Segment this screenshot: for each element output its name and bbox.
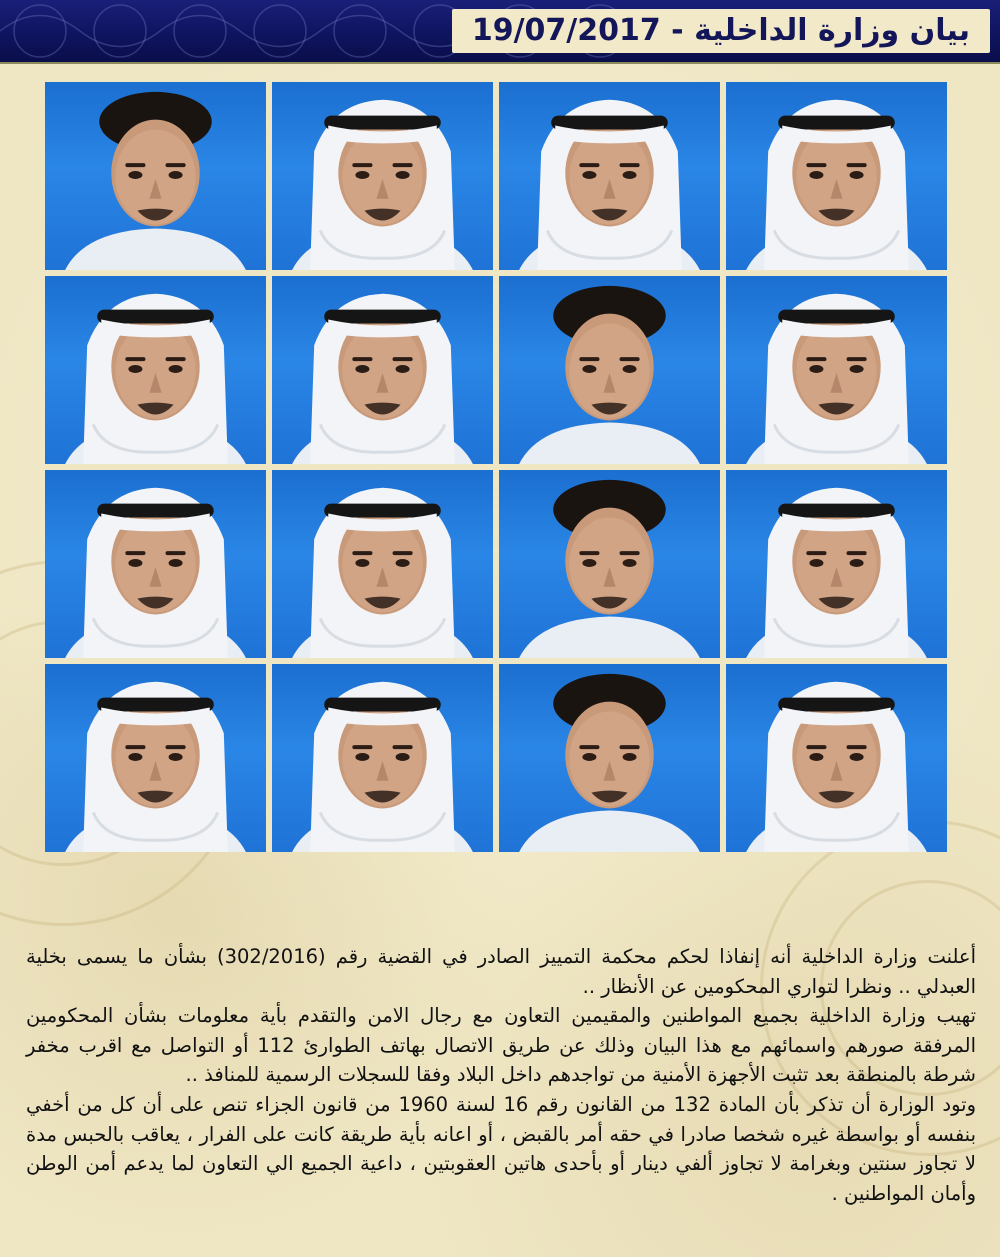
wanted-photo-grid bbox=[45, 82, 947, 852]
portrait-image bbox=[272, 276, 493, 464]
suspect-photo bbox=[499, 470, 720, 658]
suspect-photo bbox=[499, 276, 720, 464]
portrait-image bbox=[272, 470, 493, 658]
portrait-image bbox=[726, 82, 947, 270]
suspect-photo bbox=[272, 82, 493, 270]
suspect-photo bbox=[45, 664, 266, 852]
suspect-photo bbox=[726, 82, 947, 270]
portrait-image bbox=[45, 664, 266, 852]
suspect-photo bbox=[499, 82, 720, 270]
suspect-photo bbox=[45, 82, 266, 270]
header-bar bbox=[0, 0, 1000, 64]
portrait-image bbox=[272, 664, 493, 852]
suspect-photo bbox=[45, 470, 266, 658]
portrait-image bbox=[45, 276, 266, 464]
statement-text bbox=[26, 942, 976, 1208]
statement-paragraph: وتود الوزارة أن تذكر بأن المادة 132 من القانون رقم 16 لسنة 1960 من قانون الجزاء تنص على أن كل من أخفي بنفسه أو بواسطة غيره شخصا صادرا في حقه أمر بالقبض ، أو اعانه بأية طريقة كانت على الفرار ، يعاقب بالحبس مدة لا تجاوز سنتين وبغرامة لا تجاوز ألفي دينار أو بأحدى هاتين العقوبتين ، داعية الجميع الي التعاون لما يدعم أمن الوطن وأمان المواطنين . bbox=[26, 1092, 976, 1205]
suspect-photo bbox=[272, 470, 493, 658]
suspect-photo bbox=[726, 276, 947, 464]
page-title: بيان وزارة الداخلية - 19/07/2017 bbox=[452, 9, 990, 53]
suspect-photo bbox=[272, 664, 493, 852]
portrait-image bbox=[499, 664, 720, 852]
portrait-image bbox=[499, 276, 720, 464]
portrait-image bbox=[726, 664, 947, 852]
suspect-photo bbox=[726, 470, 947, 658]
portrait-image bbox=[45, 82, 266, 270]
suspect-photo bbox=[726, 664, 947, 852]
portrait-image bbox=[499, 82, 720, 270]
statement-paragraph: أعلنت وزارة الداخلية أنه إنفاذا لحكم محكمة التمييز الصادر في القضية رقم (302/2016) بشأن ما يسمى بخلية العبدلي .. ونظرا لتواري المحكومين عن الأنظار .. bbox=[26, 945, 976, 998]
portrait-image bbox=[726, 276, 947, 464]
statement-paragraph: تهيب وزارة الداخلية بجميع المواطنين والمقيمين التعاون مع رجال الامن والتقدم بأية معلومات بشأن المحكومين المرفقة صورهم واسمائهم مع هذا البيان وذلك عن طريق الاتصال بهاتف الطوارئ 112 أو التواصل مع اقرب مخفر شرطة بالمنطقة بعد تثبت الأجهزة الأمنية من تواجدهم داخل البلاد وفقا للسجلات الرسمية للمنافذ .. bbox=[26, 1004, 976, 1087]
portrait-image bbox=[272, 82, 493, 270]
suspect-photo bbox=[45, 276, 266, 464]
portrait-image bbox=[45, 470, 266, 658]
portrait-image bbox=[726, 470, 947, 658]
suspect-photo bbox=[272, 276, 493, 464]
suspect-photo bbox=[499, 664, 720, 852]
portrait-image bbox=[499, 470, 720, 658]
